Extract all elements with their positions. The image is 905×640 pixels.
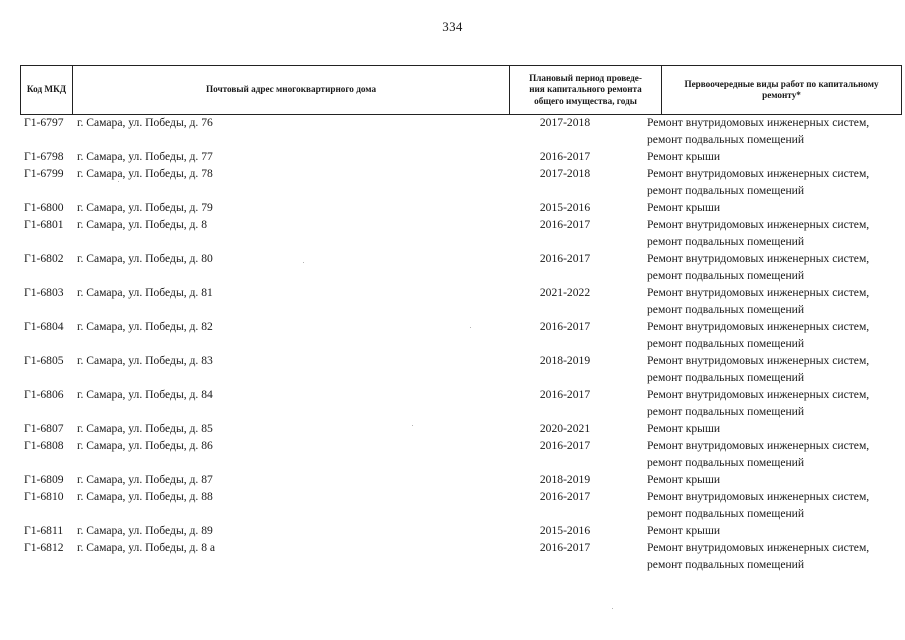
row-work-line: ремонт подвальных помещений <box>647 371 805 384</box>
row-work <box>647 199 902 216</box>
row-work <box>647 386 902 420</box>
row-address: г. Самара, ул. Победы, д. 77 <box>77 150 213 163</box>
row-code: Г1-6811 <box>24 524 64 537</box>
row-work-line: ремонт подвальных помещений <box>647 558 805 571</box>
row-code: Г1-6809 <box>24 473 64 486</box>
row-code: Г1-6798 <box>24 150 64 163</box>
header-work-line: ремонту* <box>762 90 801 100</box>
row-work-line: ремонт подвальных помещений <box>647 303 805 316</box>
row-address: г. Самара, ул. Победы, д. 8 а <box>77 541 216 554</box>
row-period: 2015-2016 <box>539 201 591 214</box>
row-work <box>647 539 902 573</box>
row-work <box>647 284 902 318</box>
row-code: Г1-6810 <box>24 490 64 503</box>
scan-speck <box>412 425 413 426</box>
row-period: 2018-2019 <box>539 354 591 367</box>
row-address: г. Самара, ул. Победы, д. 88 <box>77 490 213 503</box>
row-work-line: Ремонт внутридомовых инженерных систем, <box>647 167 870 180</box>
row-code: Г1-6806 <box>24 388 64 401</box>
header-work-line: Первоочередные виды работ по капитальному <box>684 78 879 89</box>
row-work-line: Ремонт внутридомовых инженерных систем, <box>647 320 870 333</box>
row-work-line: Ремонт внутридомовых инженерных систем, <box>647 439 870 452</box>
scan-speck <box>303 262 304 263</box>
row-work <box>647 488 902 522</box>
row-period: 2021-2022 <box>539 286 591 299</box>
row-address: г. Самара, ул. Победы, д. 76 <box>77 116 213 129</box>
row-work-line: Ремонт крыши <box>647 524 721 537</box>
row-work-line: Ремонт внутридомовых инженерных систем, <box>647 218 870 231</box>
row-address: г. Самара, ул. Победы, д. 89 <box>77 524 213 537</box>
table-header <box>20 65 902 115</box>
row-work-line: ремонт подвальных помещений <box>647 235 805 248</box>
row-code: Г1-6801 <box>24 218 64 231</box>
header-period-line: общего имущества, годы <box>534 95 637 106</box>
row-work <box>647 352 902 386</box>
row-work-line: Ремонт внутридомовых инженерных систем, <box>647 541 870 554</box>
header-code-label: Код МКД <box>26 84 67 95</box>
row-code: Г1-6804 <box>24 320 64 333</box>
row-work <box>647 471 902 488</box>
row-period: 2016-2017 <box>539 388 591 401</box>
scan-speck <box>470 327 471 328</box>
scan-speck <box>612 608 613 609</box>
page-number: 334 <box>442 19 463 34</box>
row-work <box>647 250 902 284</box>
row-address: г. Самара, ул. Победы, д. 85 <box>77 422 213 435</box>
row-address: г. Самара, ул. Победы, д. 84 <box>77 388 213 401</box>
row-address: г. Самара, ул. Победы, д. 83 <box>77 354 213 367</box>
row-code: Г1-6797 <box>24 116 64 129</box>
row-address: г. Самара, ул. Победы, д. 82 <box>77 320 213 333</box>
row-address: г. Самара, ул. Победы, д. 81 <box>77 286 213 299</box>
header-work <box>661 66 902 114</box>
row-work <box>647 437 902 471</box>
row-address: г. Самара, ул. Победы, д. 79 <box>77 201 213 214</box>
row-work <box>647 522 902 539</box>
header-address <box>72 66 509 114</box>
row-work <box>647 148 902 165</box>
row-work-line: ремонт подвальных помещений <box>647 184 805 197</box>
row-period: 2016-2017 <box>539 490 591 503</box>
row-work-line: Ремонт крыши <box>647 201 721 214</box>
row-work-line: ремонт подвальных помещений <box>647 507 805 520</box>
scan-speck <box>118 181 119 182</box>
row-code: Г1-6800 <box>24 201 64 214</box>
row-period: 2015-2016 <box>539 524 591 537</box>
row-work-line: Ремонт внутридомовых инженерных систем, <box>647 388 870 401</box>
header-period-line: ния капитального ремонта <box>529 84 642 95</box>
row-work-line: ремонт подвальных помещений <box>647 456 805 469</box>
row-address: г. Самара, ул. Победы, д. 80 <box>77 252 213 265</box>
row-period: 2017-2018 <box>539 167 591 180</box>
row-period: 2016-2017 <box>539 252 591 265</box>
row-period: 2020-2021 <box>539 422 591 435</box>
row-work-line: Ремонт внутридомовых инженерных систем, <box>647 252 870 265</box>
row-address: г. Самара, ул. Победы, д. 8 <box>77 218 208 231</box>
row-address: г. Самара, ул. Победы, д. 87 <box>77 473 213 486</box>
row-work <box>647 114 902 148</box>
row-period: 2018-2019 <box>539 473 591 486</box>
row-code: Г1-6808 <box>24 439 64 452</box>
row-code: Г1-6799 <box>24 167 64 180</box>
row-work-line: ремонт подвальных помещений <box>647 405 805 418</box>
row-address: г. Самара, ул. Победы, д. 86 <box>77 439 213 452</box>
row-period: 2016-2017 <box>539 150 591 163</box>
row-code: Г1-6803 <box>24 286 64 299</box>
header-period <box>509 66 661 114</box>
row-period: 2017-2018 <box>539 116 591 129</box>
row-period: 2016-2017 <box>539 218 591 231</box>
row-code: Г1-6802 <box>24 252 64 265</box>
row-work-line: Ремонт крыши <box>647 150 721 163</box>
row-code: Г1-6807 <box>24 422 64 435</box>
row-period: 2016-2017 <box>539 541 591 554</box>
row-work-line: Ремонт внутридомовых инженерных систем, <box>647 286 870 299</box>
row-work <box>647 318 902 352</box>
header-code <box>20 66 72 114</box>
row-code: Г1-6812 <box>24 541 64 554</box>
row-work-line: Ремонт крыши <box>647 473 721 486</box>
row-address: г. Самара, ул. Победы, д. 78 <box>77 167 213 180</box>
row-work-line: Ремонт внутридомовых инженерных систем, <box>647 354 870 367</box>
row-work-line: ремонт подвальных помещений <box>647 133 805 146</box>
row-work <box>647 420 902 437</box>
row-work <box>647 165 902 199</box>
row-work-line: Ремонт внутридомовых инженерных систем, <box>647 490 870 503</box>
row-period: 2016-2017 <box>539 439 591 452</box>
row-work-line: ремонт подвальных помещений <box>647 269 805 282</box>
row-work-line: Ремонт внутридомовых инженерных систем, <box>647 116 870 129</box>
row-code: Г1-6805 <box>24 354 64 367</box>
row-work-line: ремонт подвальных помещений <box>647 337 805 350</box>
header-address-label: Почтовый адрес многоквартирного дома <box>205 84 377 95</box>
row-period: 2016-2017 <box>539 320 591 333</box>
row-work-line: Ремонт крыши <box>647 422 721 435</box>
header-period-line: Плановый период проведе- <box>529 72 642 83</box>
row-work <box>647 216 902 250</box>
